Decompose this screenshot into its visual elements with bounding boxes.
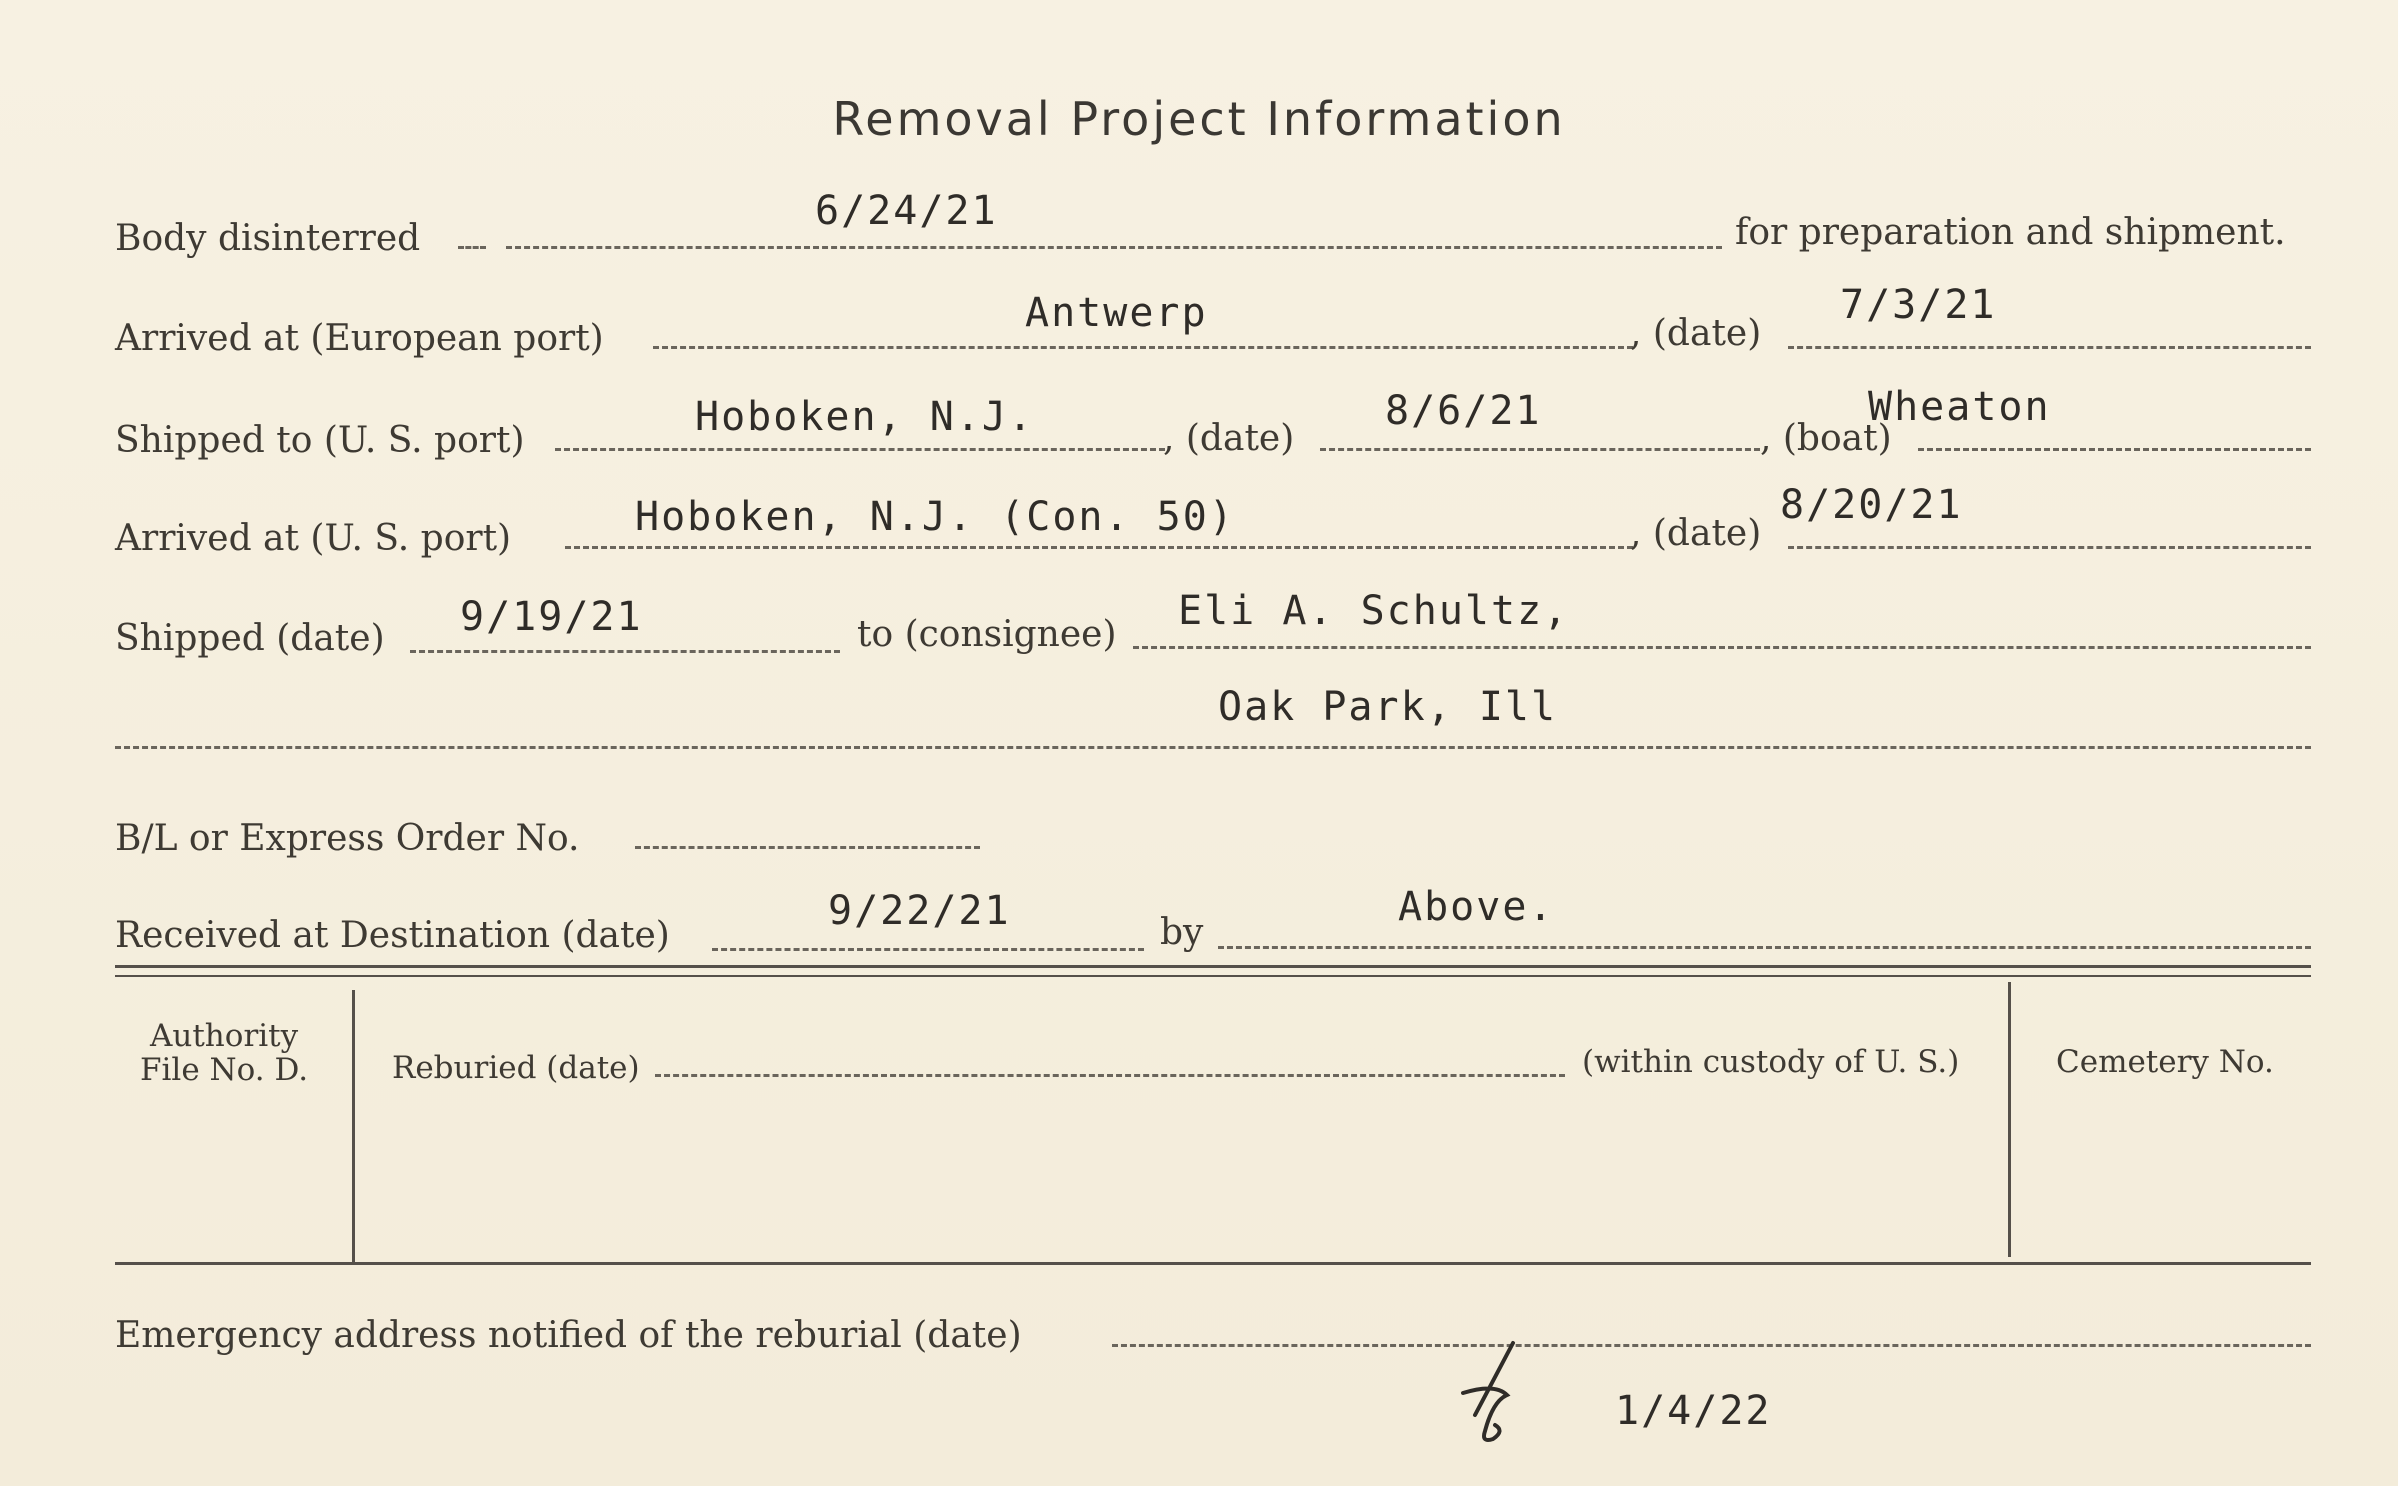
body-disinterred-line [506, 246, 1722, 249]
received-line [712, 948, 1144, 951]
body-disinterred-value: 6/24/21 [815, 188, 998, 234]
arrived-european-label: Arrived at (European port) [115, 318, 604, 359]
bl-label: B/L or Express Order No. [115, 818, 580, 859]
shipped-date-value: 9/19/21 [460, 594, 643, 640]
consignee-line [1133, 646, 2311, 649]
table-bottom-rule [115, 1262, 2311, 1265]
emergency-line [1112, 1344, 2311, 1347]
table-top-rule [115, 965, 2311, 968]
shipped-date-label: Shipped (date) [115, 618, 385, 659]
consignee-second-line [115, 746, 2311, 749]
shipped-us-boat-label: , (boat) [1760, 418, 1892, 459]
reburied-line [655, 1074, 1565, 1077]
arrived-european-line [653, 346, 1633, 349]
shipped-us-boat-value: Wheaton [1868, 384, 2051, 430]
arrived-european-date-label: , (date) [1630, 313, 1762, 354]
arrived-european-date-value: 7/3/21 [1840, 282, 1997, 328]
body-disinterred-suffix: for preparation and shipment. [1735, 212, 2286, 253]
arrived-european-value: Antwerp [1025, 290, 1208, 336]
arrived-us-date-value: 8/20/21 [1780, 482, 1963, 528]
emergency-label: Emergency address notified of the reburial (date) [115, 1315, 1022, 1356]
table-divider-right [2008, 982, 2011, 1257]
consignee-label: to (consignee) [857, 614, 1117, 655]
received-by-line [1218, 946, 2311, 949]
shipped-us-line [555, 448, 1165, 451]
arrived-us-line [565, 546, 1633, 549]
arrived-us-label: Arrived at (U. S. port) [115, 518, 512, 559]
arrived-us-date-line [1788, 546, 2311, 549]
reburied-label: Reburied (date) [392, 1050, 640, 1086]
shipped-us-date-value: 8/6/21 [1385, 388, 1542, 434]
cemetery-label: Cemetery No. [2056, 1044, 2274, 1080]
body-disinterred-line-a [458, 246, 486, 249]
bl-line [635, 846, 980, 849]
arrived-european-date-line [1788, 346, 2311, 349]
received-value: 9/22/21 [828, 888, 1011, 934]
arrived-us-value: Hoboken, N.J. (Con. 50) [635, 494, 1235, 540]
shipped-date-line [410, 650, 840, 653]
shipped-us-label: Shipped to (U. S. port) [115, 420, 525, 461]
received-by-label: by [1160, 912, 1204, 953]
table-divider-left [352, 990, 355, 1262]
consignee-value: Eli A. Schultz, [1178, 588, 1570, 634]
received-by-value: Above. [1398, 884, 1555, 930]
card-title: Removal Project Information [832, 92, 1566, 146]
shipped-us-value: Hoboken, N.J. [695, 394, 1035, 440]
handwritten-mark [1455, 1335, 1525, 1455]
authority-label-1: Authority [150, 1018, 299, 1054]
table-top-rule-2 [115, 975, 2311, 977]
shipped-us-date-line [1320, 448, 1760, 451]
received-label: Received at Destination (date) [115, 915, 670, 956]
emergency-value: 1/4/22 [1615, 1388, 1772, 1434]
consignee-value-2: Oak Park, Ill [1218, 684, 1558, 730]
arrived-us-date-label: , (date) [1630, 513, 1762, 554]
shipped-us-date-label: , (date) [1163, 418, 1295, 459]
custody-label: (within custody of U. S.) [1582, 1044, 1960, 1080]
authority-label-2: File No. D. [140, 1052, 309, 1088]
body-disinterred-label: Body disinterred [115, 218, 421, 259]
shipped-us-boat-line [1918, 448, 2311, 451]
